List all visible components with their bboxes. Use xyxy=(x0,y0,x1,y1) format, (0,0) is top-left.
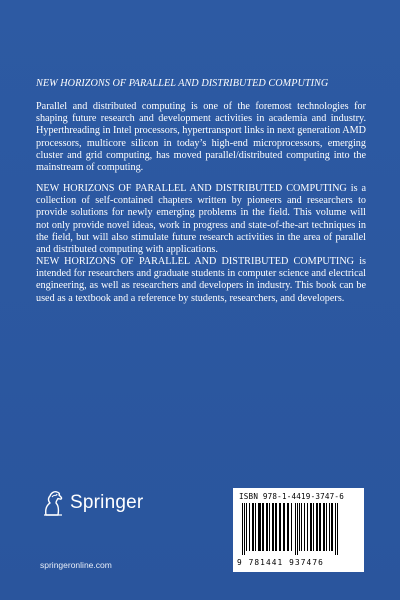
description-paragraph-2: NEW HORIZONS OF PARALLEL AND DISTRIBUTED COMPUTING is a collection of self-contained chapters written by pioneers and researchers to provide solutions for newly emerging problems in the field. This volume will not only provide novel ideas, work in progress and state-of-the-art techniques in the field, but will also stimulate future research activities in the area of parallel and distributed computing with applications. xyxy=(36,183,366,256)
barcode-bars xyxy=(241,503,357,555)
description-paragraph-1: Parallel and distributed computing is one of the foremost technologies for shaping future research and development activities in academia and industry. Hyperthreading in Intel processors, hypertransport links in next generation AMD processors, multicore silicon in today’s high-end microprocessors, emerging cluster and grid computing, has moved parallel/distributed computing into the mainstream of computing. xyxy=(36,101,366,174)
isbn-text: ISBN 978-1-4419-3747-6 xyxy=(239,492,344,501)
springer-horse-icon xyxy=(40,489,66,517)
publisher-url: springeronline.com xyxy=(40,560,112,570)
isbn-barcode xyxy=(233,488,364,572)
springer-logo xyxy=(40,489,160,517)
description-paragraph-3: NEW HORIZONS OF PARALLEL AND DISTRIBUTED COMPUTING is intended for researchers and graduate students in computer science and electrical engineering, as well as researchers and developers in industry. This book can be used as a textbook and a reference by students, researchers, and developers. xyxy=(36,256,366,304)
publisher-name: Springer xyxy=(70,492,144,513)
book-title: NEW HORIZONS OF PARALLEL AND DISTRIBUTED COMPUTING xyxy=(36,78,329,89)
ean-digits: 9 781441 937476 xyxy=(237,558,324,567)
